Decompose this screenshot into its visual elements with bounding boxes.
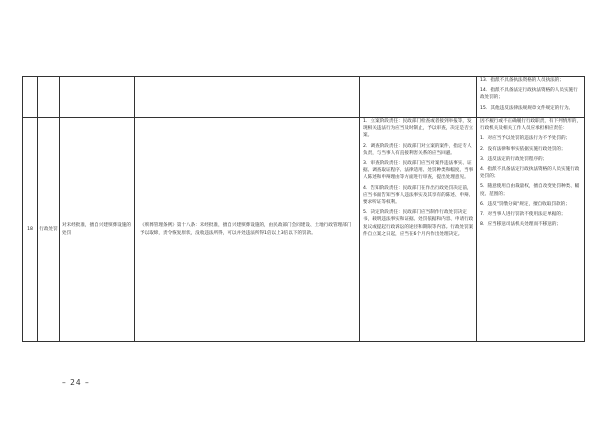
accountability-item: 1．对应当予以处罚的违法行为不予处罚的； — [480, 136, 571, 142]
row-number: 18 — [23, 118, 38, 342]
responsibility-item: 2．调查阶段责任：民政部门对立案的案件，指定专人负责，与当事人有直接利害关系的应当回避。 — [363, 143, 472, 156]
continued-accountability-cell — [477, 77, 585, 118]
power-category: 行政处罚 — [38, 118, 60, 342]
responsibility-item: 3．审查阶段责任：民政部门应当对案件违法事实、证据、调查取证程序、法律适用、处罚种类和幅度、当事人陈述和申辩理由等方面进行审查，提出处理意见。 — [363, 161, 474, 181]
table-row — [23, 77, 585, 118]
responsibility-item: 1．立案阶段责任：民政部门检查或者接到举报等，发现相关违法行为应当及时制止，予以审查，决定是否立案。 — [363, 119, 474, 139]
table-row — [23, 118, 585, 342]
accountability-item: 3．违反法定的行政处罚程序的； — [480, 156, 548, 162]
accountability-item: 13．指派不具备执法资格的人员执法的； — [480, 78, 564, 83]
legal-basis: 《殡葬管理条例》第十八条：未经批准，擅自兴建殡葬设施的，由民政部门会同建设、土地行政管理部门予以取缔，责令恢复原状，没收违法所得，可以并处违法所得1倍以上3倍以下的罚款。 — [135, 118, 360, 342]
accountability-item: 4．指派不具备法定行政执法资格的人员实施行政处罚的； — [480, 167, 580, 180]
responsibility-cell — [360, 118, 477, 342]
accountability-item: 因不履行或不正确履行行政职责，有下列情形的，行政机关及相关工作人员应承担相应责任： — [480, 119, 582, 132]
accountability-item: 8．应当移送司法机关处理而不移送的； — [480, 222, 562, 228]
accountability-item: 5．随意使用自由裁量权，擅自改变处罚种类、幅度、范围的； — [480, 184, 580, 197]
empty-cell — [38, 77, 60, 118]
accountability-item: 15．其他违反法律法规规章文件规定的行为。 — [480, 105, 574, 111]
accountability-item: 2．没有法律和事实依据实施行政处罚的； — [480, 146, 566, 152]
power-item-name: 对未经批准，擅自兴建殡葬设施的处罚 — [60, 118, 135, 342]
accountability-item: 7．对当事人进行罚款不使用法定单据的； — [480, 212, 566, 218]
page-number: – 24 – — [62, 378, 90, 387]
accountability-cell — [477, 118, 585, 342]
empty-cell — [360, 77, 477, 118]
accountability-item: 6．违反"罚缴分离"规定，擅自收取罚款的； — [480, 201, 570, 207]
empty-cell — [23, 77, 38, 118]
responsibility-item: 5．决定阶段责任：民政部门应当制作行政处罚决定书，载明违法事实和证据、处罚依据和内容、申请行政复议或提起行政诉讼的途径和期限等内容。行政处罚案件自立案之日起，应当在6个月内作出处理决定。 — [363, 210, 474, 237]
responsibility-item: 4．告知阶段责任：民政部门在作出行政处罚决定前，应当书面告知当事人违法事实及其享有的陈述、申辩、要求听证等权利。 — [363, 185, 474, 206]
responsibility-table — [22, 76, 585, 342]
empty-cell — [60, 77, 135, 118]
accountability-item: 14．指派不具备法定行政执法资格的人员实施行政处罚的； — [480, 88, 578, 101]
empty-cell — [135, 77, 360, 118]
